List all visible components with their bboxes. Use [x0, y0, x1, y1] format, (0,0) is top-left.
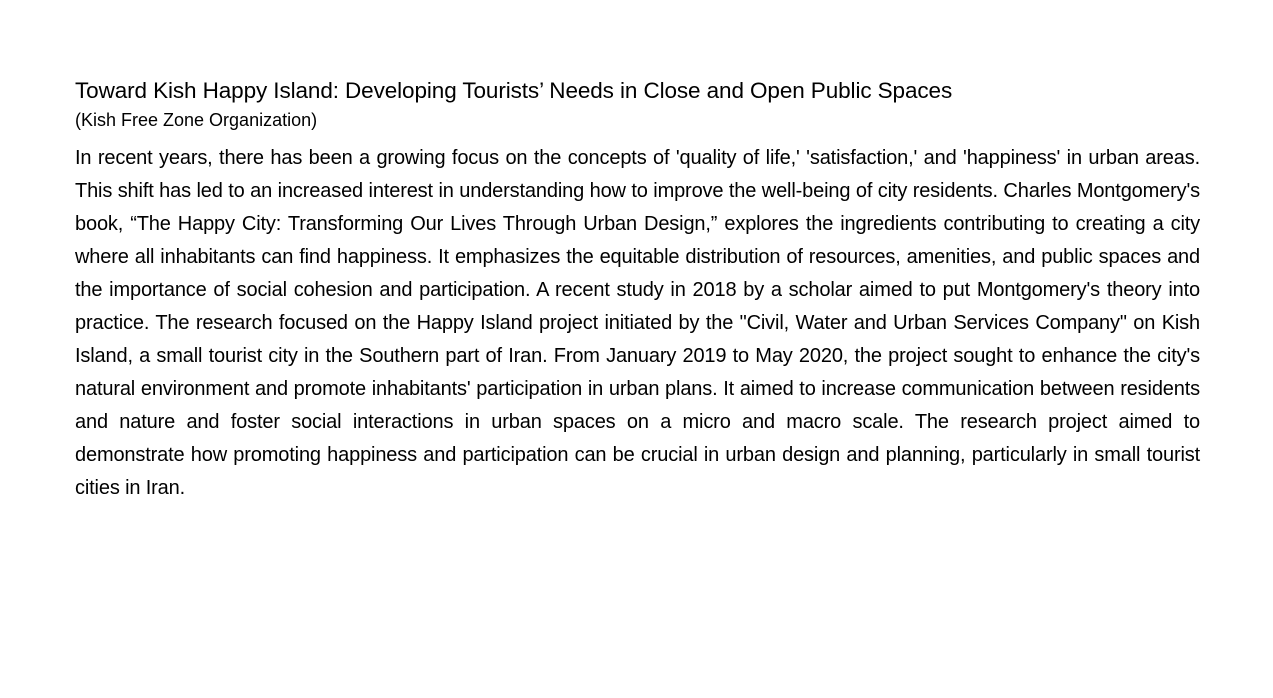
document-subtitle: (Kish Free Zone Organization) — [75, 110, 318, 130]
document-title: Toward Kish Happy Island: Developing Tourists’ Needs in Close and Open Public Spaces — [75, 78, 953, 103]
document-body-paragraph: In recent years, there has been a growing focus on the concepts of 'quality of life,' 'satisfaction,' and 'happiness' in urban areas. This shift has led to an increased interest in understanding how to improve the well-being of city residents. Charles Montgomery's book, “The Happy City: Transforming Our Lives Through Urban Design,” explores the ingredients contributing to creating a city where all inhabitants can find happiness. It emphasizes the equitable distribution of resources, amenities, and public spaces and the importance of social cohesion and participation. A recent study in 2018 by a scholar aimed to put Montgomery's theory into practice. The research focused on the Happy Island project initiated by the "Civil, Water and Urban Services Company" on Kish Island, a small tourist city in the Southern part of Iran. From January 2019 to May 2020, the project sought to enhance the city's natural environment and promote inhabitants' participation in urban plans. It aimed to increase communication between residents and nature and foster social interactions in urban spaces on a micro and macro scale. The research project aimed to demonstrate how promoting happiness and participation can be crucial in urban design and planning, particularly in small tourist cities in Iran. — [75, 147, 1200, 499]
document-page — [75, 74, 1200, 505]
